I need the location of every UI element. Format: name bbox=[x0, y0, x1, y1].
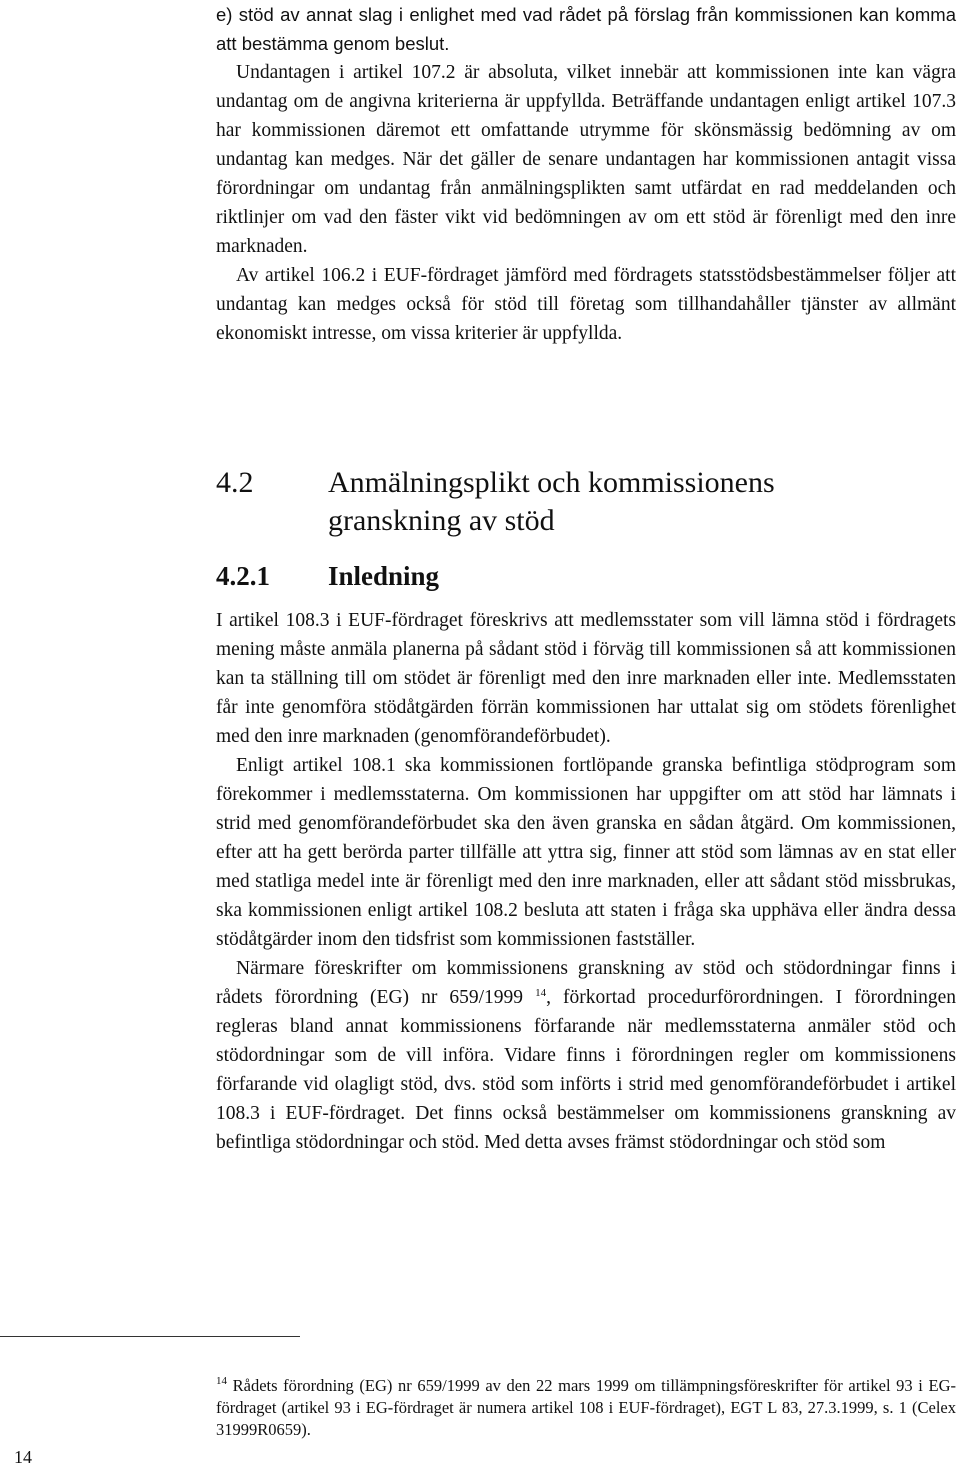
paragraph-anmalningsplikt-start: I artikel 108. bbox=[216, 610, 320, 631]
paragraph-procedur-start: Närmare föreskrifter om kommissionens granskning av stöd och stödordningar finns i rådets förordning (EG) nr 659/1999 bbox=[216, 958, 956, 1008]
page-number: 14 bbox=[14, 1447, 32, 1467]
paragraph-artikel-106-rest: 2 i EUF-fördraget jämförd med fördragets statsstödsbestämmelser följer att undantag kan medges också för stöd till företag som tillhandahåller tjänster av allmänt ekonomiskt intresse, om vissa kriterier är uppfyllda. bbox=[216, 265, 956, 344]
paragraph-anmalningsplikt-rest: 3 i EUF-fördraget föreskrivs att medlemsstater som vill lämna stöd i fördragets mening måste anmäla planerna på sådant stöd i förväg till kommissionen så att kommissionen kan ta ställning till om stödet är förenligt med den inre marknaden eller inte. Medlemsstaten får inte genomföra stödåtgärden förrän kommissionen har uttalat sig om stödets förenlighet med den inre marknaden (genomförandeförbudet). bbox=[216, 610, 956, 747]
footnote bbox=[216, 1375, 956, 1441]
footnote-text: Rådets förordning (EG) nr 659/1999 av den 22 mars 1999 om tillämpningsföreskrifter för artikel 93 i EG-fördraget (artikel 93 i EG-fördraget är numera artikel 108 i EUF-fördraget), EGT L 83, 27.3.1999, s. 1 (Celex 31999R0659). bbox=[216, 1376, 957, 1439]
paragraph-artikel-106 bbox=[216, 261, 956, 348]
paragraph-undantag bbox=[216, 58, 956, 261]
footnote-divider bbox=[0, 1336, 300, 1337]
footnote-marker: 14 bbox=[216, 1375, 227, 1387]
paragraph-undantag-start: Undantagen i artikel 107.2 är absoluta, vilket innebär att kommissionen inte kan vägra undantag om de angivna kriterierna är uppfyllda. Beträffande undantagen enligt artikel 107. bbox=[216, 62, 956, 112]
paragraph-procedurforordningen bbox=[216, 954, 956, 1157]
section-title: Anmälningsplikt och kommissionens granskning av stöd bbox=[328, 466, 775, 537]
subsection-title: Inledning bbox=[328, 561, 440, 591]
footnote-reference[interactable]: 14 bbox=[535, 987, 547, 999]
paragraph-artikel-108-1: Enligt artikel 108.1 ska kommissionen fortlöpande granska befintliga stödprogram som förekommer i medlemsstaterna. Om kommissionen har uppgifter om att stöd har lämnats i strid med genomförandeförbudet ska den även granska en sådan åtgärd. Om kommissionen, efter att ha gett berörda parter tillfälle att yttra sig, finner att stöd som lämnas av en stat eller med statliga medel inte är förenligt med den inre marknaden, eller att sådant stöd missbrukas, ska kommissionen enligt artikel 108.2 besluta att staten i fråga ska upphäva eller ändra dessa stödåtgärder inom den tidsfrist som kommissionen fastställer. bbox=[216, 755, 956, 950]
paragraph-procedur-rest: , förkortad procedurförordningen. I förordningen regleras bland annat kommissionens förfarande när medlemsstaterna anmäler stöd och stödordningar som de vill införa. Vidare finns i förordningen regler om kommissionens förfarande vid olagligt stöd, dvs. stöd som införts i strid med genomförandeförbudet i artikel 108.3 i EUF-fördraget. Det finns också bestämmelser om kommissionens granskning av befintliga stödordningar och stöd. Med detta avses främst stödordningar och stöd som bbox=[216, 987, 957, 1153]
section-number: 4.2 bbox=[216, 466, 254, 499]
paragraph-undantag-rest: 3 har kommissionen däremot ett omfattande utrymme för skönsmässig bedömning av om undantag kan medges. När det gäller de senare undantagen har kommissionen antagit vissa förordningar om undantag från anmälningsplikten samt utfärdat en rad meddelanden och riktlinjer om vad den fäster vikt vid bedömningen av om ett stöd är förenligt med den inre marknaden. bbox=[216, 91, 956, 257]
list-item-e: e) stöd av annat slag i enlighet med vad rådet på förslag från kommissionen kan komma att bestämma genom beslut. bbox=[216, 4, 956, 54]
paragraph-artikel-106-start: Av artikel 106. bbox=[236, 265, 356, 286]
top-text-block bbox=[216, 0, 956, 348]
body-text-block bbox=[216, 606, 956, 1157]
subsection-number: 4.2.1 bbox=[216, 561, 270, 591]
paragraph-anmalningsplikt bbox=[216, 606, 956, 751]
